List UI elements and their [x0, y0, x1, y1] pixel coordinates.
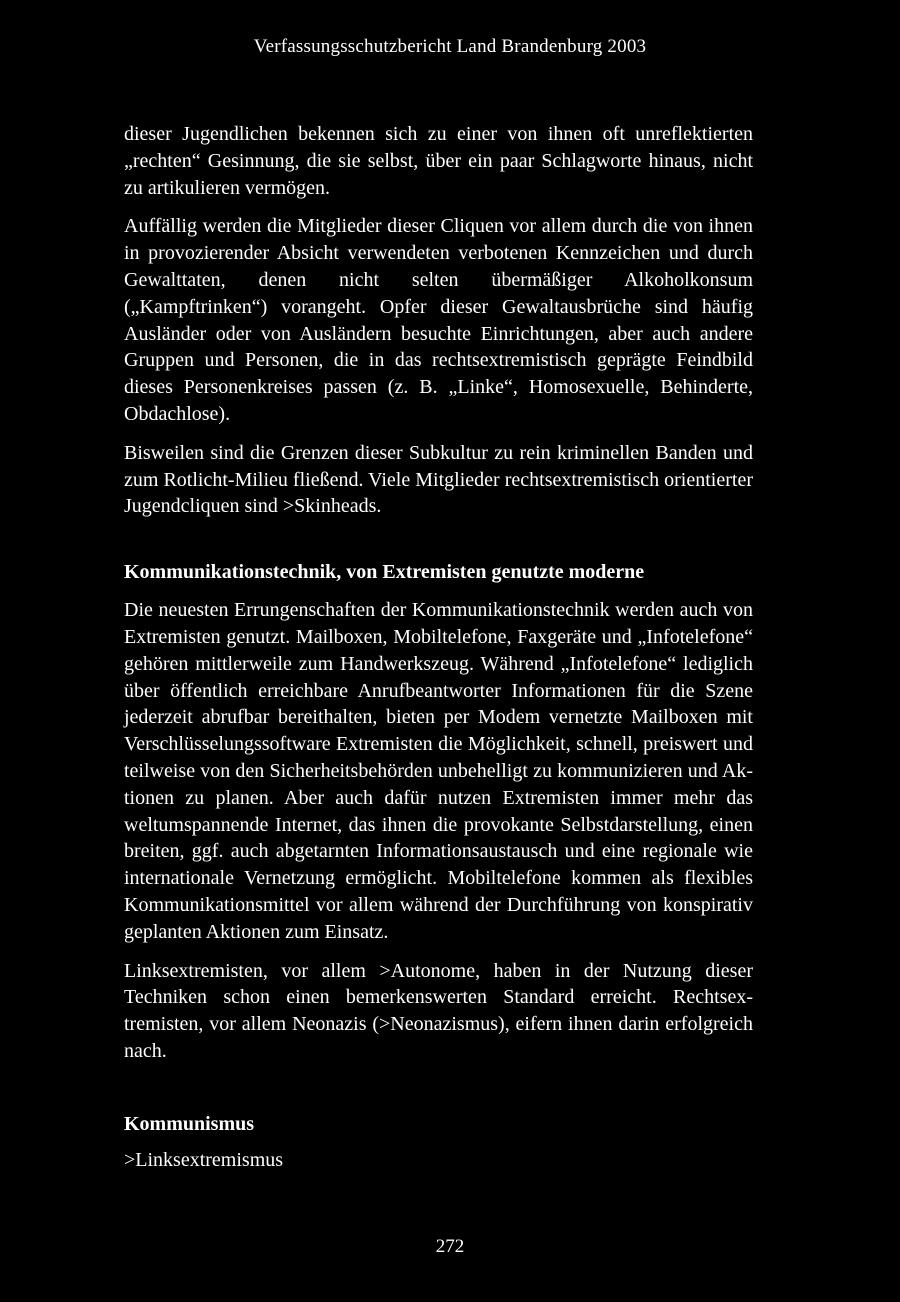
paragraph: Die neuesten Errungenschaften der Kommunikationstechnik werden auch von Extremisten genutzt. Mailboxen, Mobiltelefone, Faxgeräte und „Infotelefone“ gehören mittlerweile zum Handwerkszeug. Während „Infotelefone“ lediglich über öffentlich erreichbare Anrufbeantworter Informationen für die Szene jederzeit abrufbar bereithalten, bieten per Modem vernetzte Mailboxen mit Verschlüsselungssoftware Extremisten die Möglichkeit, schnell, preiswert und teilweise von den Sicherheitsbehörden unbehelligt zu kommunizieren und Aktionen zu planen. Aber auch dafür nutzen Extremisten immer mehr das weltumspannende Internet, das ihnen die provokante Selbstdarstellung, einen breiten, ggf. auch abgetarnten Informationsaustausch und eine regionale wie internationale Vernetzung ermöglicht. Mobiltelefone kommen als flexibles Kommunikationsmittel vor allem während der Durchführung von konspirativ geplanten Aktionen zum Einsatz.: [124, 599, 753, 943]
paragraph: Auffällig werden die Mitglieder dieser Cliquen vor allem durch die von ihnen in provozierender Absicht verwendeten verbotenen Kennzeichen und durch Gewalttaten, denen nicht selten übermäßiger Alkoholkonsum („Kampftrinken“) vorangeht. Opfer dieser Gewaltausbrüche sind häufig Ausländer oder von Ausländern besuchte Einrichtungen, aber auch andere Gruppen und Personen, die in das rechtsextremistisch geprägte Feindbild dieses Personenkreises passen (z. B. „Linke“, Homosexuelle, Behinderte, Obdachlose).: [124, 215, 753, 425]
page-number: 272: [435, 1236, 465, 1257]
page-header: Verfassungsschutzbericht Land Brandenburg 2003: [253, 36, 647, 57]
cross-reference: >Linksextremismus: [124, 1148, 284, 1171]
section-jugendcliquen-continued: [124, 121, 753, 520]
section-heading-kommunikationstechnik: Kommunikationstechnik, von Extremisten genutzte moderne: [124, 561, 645, 584]
paragraph: dieser Jugendlichen bekennen sich zu einer von ihnen oft unreflektierten „rechten“ Gesinnung, die sie selbst, über ein paar Schlagworte hinaus, nicht zu artikulieren vermögen.: [124, 123, 753, 199]
section-kommunikationstechnik: [124, 597, 753, 1065]
paragraph: Linksextremisten, vor allem >Autonome, haben in der Nutzung dieser Techniken schon einen bemerkenswerten Standard erreicht. Rechtsextremisten, vor allem Neonazis (>Neonazismus), eifern ihnen darin erfolgreich nach.: [124, 959, 753, 1062]
section-heading-kommunismus: Kommunismus: [124, 1112, 255, 1135]
page-content: [124, 121, 753, 1173]
paragraph: Bisweilen sind die Grenzen dieser Subkultur zu rein kriminellen Banden und zum Rotlicht-Milieu fließend. Viele Mitglieder rechtsextremistisch orientierter Jugendcliquen sind >Skinheads.: [124, 441, 753, 518]
